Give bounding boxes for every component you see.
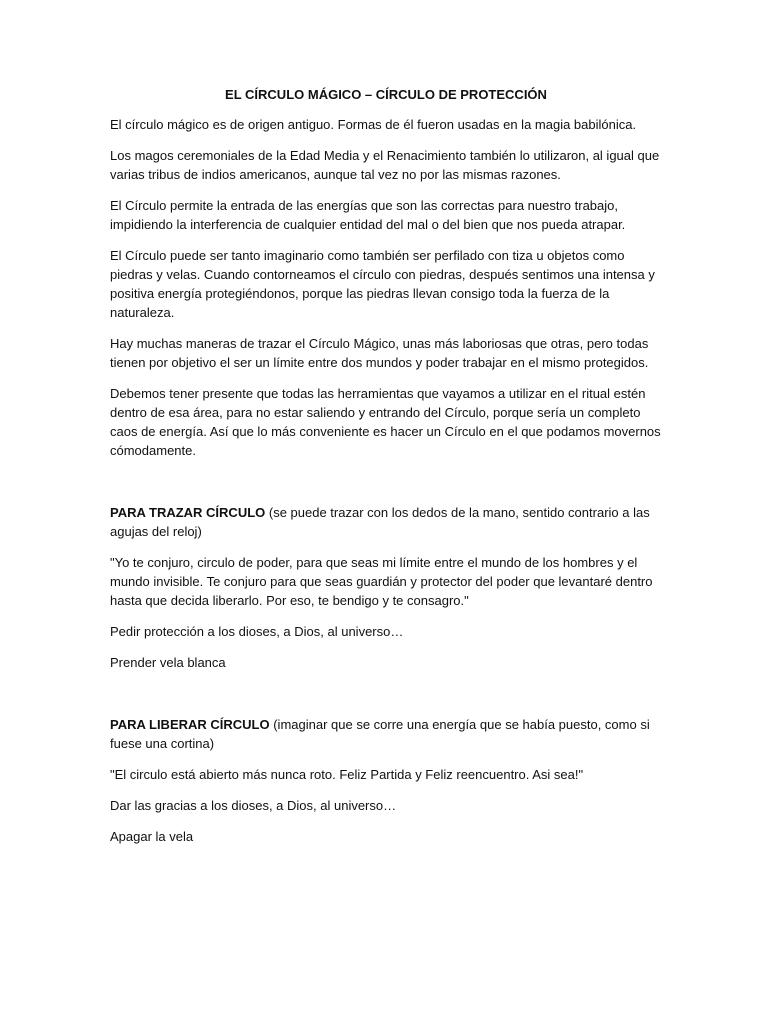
paragraph-maneras: Hay muchas maneras de trazar el Círculo Mágico, unas más laboriosas que otras, pero todas tienen por objetivo el ser un límite entre dos mundos y poder trabajar en el mismo protegidos. [110,336,649,370]
liberar-incantation: "El circulo está abierto más nunca roto. Feliz Partida y Feliz reencuentro. Asi sea!" [110,767,584,782]
section-spacer [110,472,662,503]
trazar-step-candle: Prender vela blanca [110,655,226,670]
paragraph-energias: El Círculo permite la entrada de las energías que son las correctas para nuestro trabajo, impidiendo la interferencia de cualquier entidad del mal o del bien que nos pueda atrapar. [110,198,626,232]
trazar-note: (se puede trazar con los dedos de la mano, sentido contrario a las agujas del reloj) [110,505,650,539]
document-title: EL CÍRCULO MÁGICO – CÍRCULO DE PROTECCIÓN [225,87,547,102]
paragraph-origin: El círculo mágico es de origen antiguo. Formas de él fueron usadas en la magia babilónica. [110,117,637,132]
trazar-heading: PARA TRAZAR CÍRCULO [110,505,266,520]
trazar-incantation: "Yo te conjuro, circulo de poder, para que seas mi límite entre el mundo de los hombres y el mundo invisible. Te conjuro para que seas guardián y protector del poder que levantaré dentro hasta que decida liberarlo. Por eso, te bendigo y te consagro." [110,555,653,608]
section-spacer [110,684,662,715]
document-page [110,85,662,858]
liberar-step-candle: Apagar la vela [110,829,194,844]
paragraph-magos: Los magos ceremoniales de la Edad Media y el Renacimiento también lo utilizaron, al igual que varias tribus de indios americanos, aunque tal vez no por las mismas razones. [110,148,660,182]
liberar-heading: PARA LIBERAR CÍRCULO [110,717,270,732]
trazar-heading-line [110,503,662,541]
paragraph-imaginario: El Círculo puede ser tanto imaginario como también ser perfilado con tiza u objetos como piedras y velas. Cuando contorneamos el círculo con piedras, después sentimos una intensa y positiva energía protegiéndonos, porque las piedras llevan consigo toda la fuerza de la naturaleza. [110,248,655,320]
liberar-heading-line [110,715,662,753]
paragraph-herramientas: Debemos tener presente que todas las herramientas que vayamos a utilizar en el ritual estén dentro de esa área, para no estar saliendo y entrando del Círculo, porque sería un completo caos de energía. Así que lo más conveniente es hacer un Círculo en el que podamos movernos cómodamente. [110,386,661,458]
liberar-note: (imaginar que se corre una energía que se había puesto, como si fuese una cortina) [110,717,650,751]
liberar-step-thanks: Dar las gracias a los dioses, a Dios, al universo… [110,798,397,813]
trazar-step-protection: Pedir protección a los dioses, a Dios, al universo… [110,624,404,639]
